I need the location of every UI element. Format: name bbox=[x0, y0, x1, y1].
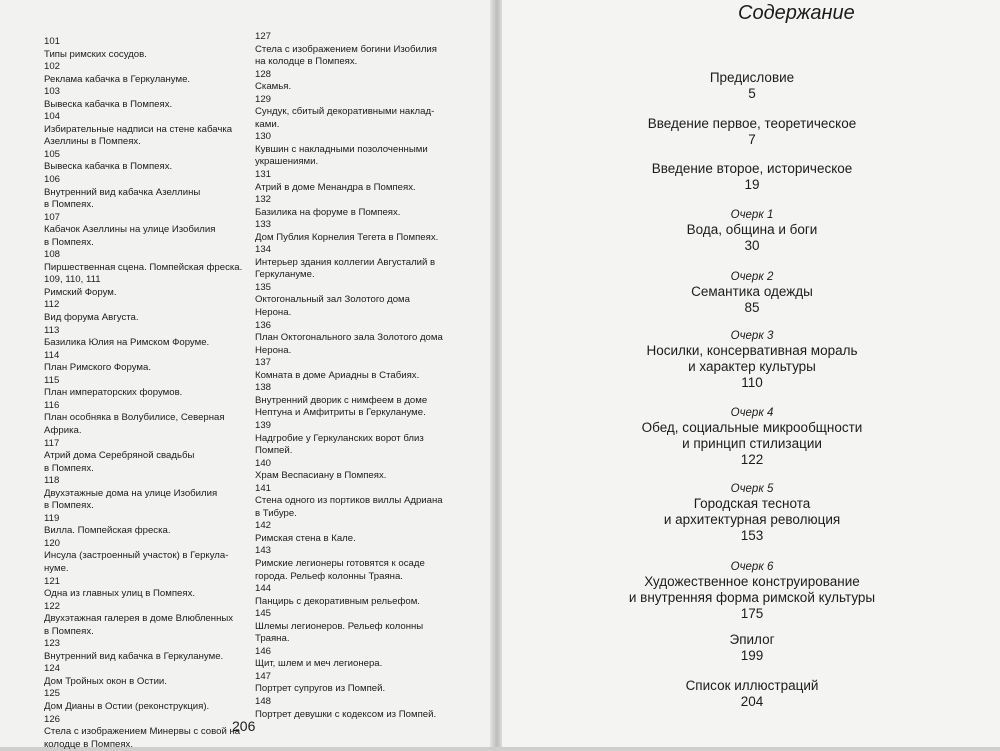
illustration-caption: Нептуна и Амфитриты в Геркулануме. bbox=[255, 407, 426, 419]
illustration-caption: Азеллины в Помпеях. bbox=[44, 136, 141, 148]
illustration-number: 141 bbox=[255, 482, 272, 494]
illustration-caption: Внутренний дворик с нимфеем в доме bbox=[255, 394, 428, 406]
illustration-caption: Внутренний вид кабачка в Геркулануме. bbox=[44, 650, 224, 662]
page-number: 206 bbox=[232, 718, 256, 734]
toc-entry-title: Городская теснота bbox=[693, 496, 811, 511]
illustration-number: 135 bbox=[255, 281, 272, 293]
toc-entry bbox=[580, 161, 924, 193]
illustration-caption: Внутренний вид кабачка Азеллины bbox=[44, 186, 201, 198]
illustration-caption: Интерьер здания коллегии Августалий в bbox=[255, 256, 436, 268]
illustration-caption: Дом Дианы в Остии (реконструкция). bbox=[44, 700, 210, 712]
illustration-caption: Инсула (застроенный участок) в Геркула- bbox=[44, 550, 229, 562]
toc-entry bbox=[580, 329, 924, 391]
illustration-caption: Октогональный зал Золотого дома bbox=[255, 294, 410, 306]
illustration-caption: Помпей. bbox=[255, 445, 293, 457]
illustration-caption: Атрий в доме Менандра в Помпеях. bbox=[255, 181, 416, 193]
illustration-number: 114 bbox=[44, 349, 60, 361]
toc-page-number: 153 bbox=[740, 528, 764, 543]
illustration-number: 145 bbox=[255, 608, 272, 620]
illustration-number: 125 bbox=[44, 688, 61, 700]
illustration-caption: Кабачок Азеллины на улице Изобилия bbox=[44, 224, 216, 236]
toc-entry bbox=[580, 678, 924, 710]
illustration-caption: Шлемы легионеров. Рельеф колонны bbox=[255, 620, 424, 632]
toc-entry-title: Предисловие bbox=[709, 70, 795, 85]
toc-entry bbox=[580, 406, 924, 468]
illustration-number: 136 bbox=[255, 319, 272, 331]
illustration-caption: Вилла. Помпейская фреска. bbox=[44, 525, 171, 537]
toc-essay-label: Очерк 6 bbox=[730, 561, 774, 573]
illustration-caption: в Помпеях. bbox=[44, 625, 94, 637]
toc-page-number: 7 bbox=[748, 132, 756, 147]
toc-page-number: 199 bbox=[740, 648, 764, 663]
illustration-number: 124 bbox=[44, 663, 61, 675]
illustration-number: 148 bbox=[255, 695, 272, 707]
illustration-number: 144 bbox=[255, 583, 272, 595]
illustration-caption: Одна из главных улиц в Помпеях. bbox=[44, 588, 196, 600]
toc-entry bbox=[580, 270, 924, 316]
illustration-number: 123 bbox=[44, 638, 61, 650]
toc-entry bbox=[580, 560, 924, 622]
illustration-caption: украшениями. bbox=[255, 156, 319, 168]
illustration-number: 109, 110, 111 bbox=[44, 274, 101, 286]
illustration-caption: Римские легионеры готовятся к осаде bbox=[255, 557, 425, 569]
illustration-caption: Траяна. bbox=[255, 633, 290, 645]
illustration-number: 128 bbox=[255, 68, 272, 80]
illustration-caption: нуме. bbox=[44, 562, 69, 574]
illustration-caption: Геркулануме. bbox=[255, 269, 315, 281]
illustration-number: 120 bbox=[44, 537, 61, 549]
illustration-number: 116 bbox=[44, 399, 60, 411]
illustration-number: 137 bbox=[255, 357, 272, 369]
toc-essay-label: Очерк 1 bbox=[730, 209, 774, 221]
illustration-caption: План Октогонального зала Золотого дома bbox=[255, 332, 443, 344]
illustration-caption: Панцирь с декоративным рельефом. bbox=[255, 595, 420, 607]
illustration-caption: Нерона. bbox=[255, 307, 292, 319]
toc-entry-title: Введение второе, историческое bbox=[651, 161, 853, 176]
left-page bbox=[0, 0, 494, 750]
illustration-caption: Пиршественная сцена. Помпейская фреска. bbox=[44, 261, 243, 273]
illustration-caption: Атрий дома Серебряной свадьбы bbox=[44, 450, 195, 462]
illustration-number: 127 bbox=[255, 31, 272, 42]
illustration-caption: на колодце в Помпеях. bbox=[255, 56, 358, 68]
illustration-number: 106 bbox=[44, 174, 61, 186]
illustration-caption: Базилика на форуме в Помпеях. bbox=[255, 206, 401, 218]
toc-entry-title: и архитектурная революция bbox=[663, 512, 841, 527]
toc-entry-title: Введение первое, теоретическое bbox=[647, 116, 857, 131]
illustration-caption: Вывеска кабачка в Помпеях. bbox=[44, 161, 173, 173]
illustration-number: 118 bbox=[44, 475, 60, 487]
illustration-number: 134 bbox=[255, 244, 272, 256]
toc-entry-title: Эпилог bbox=[729, 632, 775, 647]
illustration-caption: Африка. bbox=[44, 424, 82, 436]
illustration-number: 122 bbox=[44, 600, 61, 612]
toc-entry-title: Носилки, консервативная мораль bbox=[646, 343, 858, 358]
illustration-number: 105 bbox=[44, 148, 61, 160]
illustration-caption: города. Рельеф колонны Траяна. bbox=[255, 570, 403, 582]
illustration-caption: Нерона. bbox=[255, 344, 292, 356]
illustration-number: 112 bbox=[44, 299, 60, 311]
toc-page-number: 30 bbox=[744, 238, 760, 253]
illustration-number: 115 bbox=[44, 374, 60, 386]
toc-entry-title: Вода, община и боги bbox=[686, 222, 818, 237]
illustration-caption: Дом Тройных окон в Остии. bbox=[44, 675, 167, 687]
illustration-number: 101 bbox=[44, 36, 61, 47]
illustration-number: 143 bbox=[255, 545, 272, 557]
illustration-number: 121 bbox=[44, 575, 61, 587]
toc-entry bbox=[580, 70, 924, 102]
illustration-number: 139 bbox=[255, 419, 272, 431]
illustration-number: 126 bbox=[44, 713, 61, 725]
illustration-caption: Стела с изображением Минервы с совой на bbox=[44, 726, 241, 738]
toc-entry-title: Семантика одежды bbox=[691, 284, 813, 299]
toc-entry bbox=[580, 482, 924, 544]
illustration-caption: Вывеска кабачка в Помпеях. bbox=[44, 98, 173, 110]
toc-page-number: 122 bbox=[740, 452, 764, 467]
illustration-caption: Щит, шлем и меч легионера. bbox=[255, 658, 383, 670]
illustration-caption: Избирательные надписи на стене кабачка bbox=[44, 123, 233, 135]
illustration-number: 133 bbox=[255, 219, 272, 231]
illustration-caption: в Помпеях. bbox=[44, 500, 94, 512]
toc-essay-label: Очерк 3 bbox=[730, 330, 774, 342]
illustration-caption: колодце в Помпеях. bbox=[44, 738, 134, 750]
illustration-caption: в Помпеях. bbox=[44, 236, 94, 248]
toc-essay-label: Очерк 4 bbox=[730, 407, 774, 419]
illustration-number: 142 bbox=[255, 520, 272, 532]
illustration-caption: Базилика Юлия на Римском Форуме. bbox=[44, 337, 210, 349]
illustration-number: 113 bbox=[44, 324, 60, 336]
illustration-list-column-1 bbox=[44, 36, 244, 751]
illustration-caption: в Помпеях. bbox=[44, 462, 94, 474]
illustration-number: 138 bbox=[255, 382, 272, 394]
illustration-caption: Портрет супругов из Помпей. bbox=[255, 683, 386, 695]
toc-entry bbox=[580, 116, 924, 148]
illustration-caption: Двухэтажные дома на улице Изобилия bbox=[44, 487, 218, 499]
toc-entry-title: Список иллюстраций bbox=[685, 678, 819, 693]
toc-title: Содержание bbox=[738, 2, 855, 24]
illustration-number: 146 bbox=[255, 645, 272, 657]
illustration-caption: Портрет девушки с кодексом из Помпей. bbox=[255, 708, 437, 720]
toc-entry-title: и характер культуры bbox=[688, 359, 816, 374]
toc-entry-title: Обед, социальные микрообщности bbox=[641, 420, 863, 435]
toc-page-number: 19 bbox=[744, 177, 760, 192]
illustration-number: 107 bbox=[44, 211, 61, 223]
illustration-number: 130 bbox=[255, 131, 272, 143]
illustration-caption: в Тибуре. bbox=[255, 507, 297, 519]
illustration-number: 147 bbox=[255, 670, 272, 682]
illustration-caption: в Помпеях. bbox=[44, 199, 94, 211]
illustration-caption: План особняка в Волубилисе, Северная bbox=[44, 412, 225, 424]
toc-page-number: 175 bbox=[740, 606, 764, 621]
illustration-caption: План императорских форумов. bbox=[44, 387, 183, 399]
illustration-caption: Надгробие у Геркуланских ворот близ bbox=[255, 432, 424, 444]
illustration-caption: Кувшин с накладными позолоченными bbox=[255, 143, 428, 155]
toc-entry bbox=[580, 208, 924, 254]
toc-essay-label: Очерк 2 bbox=[730, 271, 774, 283]
illustration-number: 104 bbox=[44, 111, 61, 123]
illustration-number: 102 bbox=[44, 61, 61, 73]
toc-page-number: 85 bbox=[744, 300, 760, 315]
illustration-caption: Комната в доме Ариадны в Стабиях. bbox=[255, 369, 420, 381]
illustration-number: 108 bbox=[44, 249, 61, 261]
illustration-caption: Двухэтажная галерея в доме Влюбленных bbox=[44, 613, 234, 625]
illustration-number: 129 bbox=[255, 93, 272, 105]
toc-page-number: 5 bbox=[748, 86, 756, 101]
illustration-number: 103 bbox=[44, 86, 61, 98]
illustration-caption: Римский Форум. bbox=[44, 286, 117, 298]
illustration-caption: Римская стена в Кале. bbox=[255, 532, 356, 544]
toc-entry-title: и принцип стилизации bbox=[682, 436, 822, 451]
illustration-caption: Сундук, сбитый декоративными наклад- bbox=[255, 106, 435, 118]
illustration-caption: Храм Веспасиану в Помпеях. bbox=[255, 470, 387, 482]
toc-entry-title: Художественное конструирование bbox=[644, 574, 860, 589]
toc-essay-label: Очерк 5 bbox=[730, 483, 774, 495]
illustration-caption: Вид форума Августа. bbox=[44, 312, 139, 324]
toc-entry bbox=[580, 632, 924, 664]
illustration-caption: Реклама кабачка в Геркулануме. bbox=[44, 73, 191, 85]
toc-entry-title: и внутренняя форма римской культуры bbox=[628, 590, 876, 605]
illustration-caption: Типы римских сосудов. bbox=[44, 48, 147, 60]
illustration-caption: План Римского Форума. bbox=[44, 362, 152, 374]
illustration-number: 119 bbox=[44, 512, 60, 524]
illustration-list-column-2 bbox=[255, 31, 480, 721]
illustration-caption: ками. bbox=[255, 118, 280, 130]
illustration-caption: Стела с изображением богини Изобилия bbox=[255, 43, 437, 55]
illustration-caption: Дом Публия Корнелия Тегета в Помпеях. bbox=[255, 231, 439, 243]
toc-page-number: 110 bbox=[741, 375, 763, 390]
illustration-caption: Стена одного из портиков виллы Адриана bbox=[255, 495, 443, 507]
illustration-number: 132 bbox=[255, 194, 272, 206]
illustration-number: 131 bbox=[255, 169, 272, 181]
toc-page-number: 204 bbox=[740, 694, 764, 709]
illustration-number: 117 bbox=[44, 437, 60, 449]
illustration-number: 140 bbox=[255, 457, 272, 469]
illustration-caption: Скамья. bbox=[255, 81, 292, 93]
